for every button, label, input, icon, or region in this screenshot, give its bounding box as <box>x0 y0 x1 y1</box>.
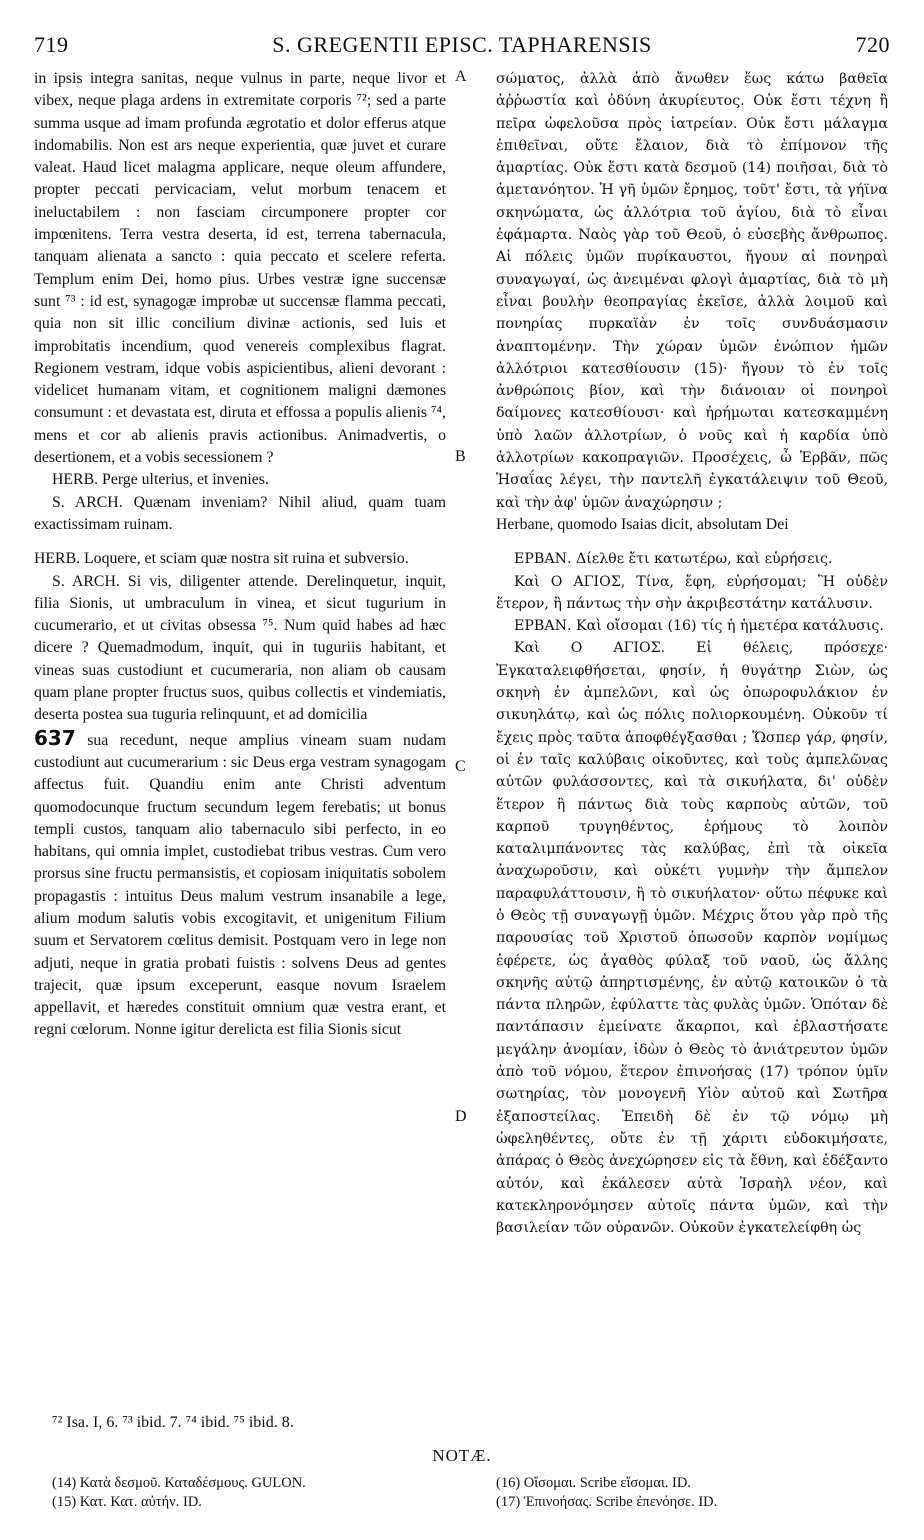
notes-left <box>52 1474 452 1512</box>
latin-herb-2: HERB. Loquere, et sciam quæ nostra sit ruina et subversio. <box>34 550 409 568</box>
margin-letter-c: C <box>455 758 466 775</box>
latin-herb-1: HERB. Perge ulterius, et invenies. <box>52 471 269 489</box>
latin-column <box>34 68 446 1042</box>
running-title: S. GREGENTII EPISC. TAPHARENSIS <box>272 32 652 57</box>
greek-herb-1: ΕΡΒΑΝ. Δίελθε ἔτι κατωτέρω, καὶ εὑρήσεις. <box>514 551 833 568</box>
page-number-left: 719 <box>34 32 69 57</box>
greek-herb-2: ΕΡΒΑΝ. Καὶ οἴσομαι (16) τίς ἡ ἡμετέρα κατάλυσις. <box>514 618 884 635</box>
latin-arch-1: S. ARCH. Quænam inveniam? Nihil aliud, quam tuam exactissimam ruinam. <box>34 493 446 533</box>
margin-letter-a: A <box>455 68 467 85</box>
column-number: 637 <box>34 725 76 750</box>
note-16: (16) Οἴσομαι. Scribe εἴσομαι. ID. <box>496 1475 691 1491</box>
latin-arch-2: S. ARCH. Si vis, diligenter attende. Derelinquetur, inquit, filia Sionis, ut umbraculum in vinea, et sicut tugurium in cucumerario, et ut civitas obsessa ⁷⁵. Num quid habes ad hæc dicere ? Quemadmodum, inquit, qui in tuguriis habitant, et vineas suas custodiunt et cucumeraria, non aliam ob causam quam plane propter fructus suos, quibus collectis et vindemiatis, deserta postea sua tuguria relinquunt, et ad domicilia <box>34 572 446 724</box>
margin-letter-d: D <box>455 1108 467 1125</box>
latin-paragraph-1: in ipsis integra sanitas, neque vulnus in parte, neque livor et vibex, neque plaga ardens in extremitate corporis ⁷²; sed a parte summa usque ad imam profunda ægrotatio et dolor efferus atque indomabilis. Non est ars neque experientia, quæ juvet et curare valeat. Haud licet malagma applicare, neque oleum affundere, propter peccati pervicaciam, velut morbum tenacem et ineluctabilem : non fasciam circumponere propter cor impœnitens. Terra vestra deserta, id est, terrena tabernacula, tanquam alienata a sancto : quia peccato et scelere referta. Templum enim Dei, homo pius. Urbes vestræ igne succensæ sunt ⁷³ : id est, synagogæ improbæ ut succensæ flamma peccati, quia non sit illic concilium divinæ actionis, sed luis et improbitatis incendium, quod venereis complexibus flagrat. Regionem vestram, idque vobis aspicientibus, alieni devorant : videlicet humanam vitam, et cognitionem maligni dæmones consumunt : et devastata est, diruta et effossa a populis alienis ⁷⁴, mens et cor ab alienis pravis actionibus. Animadvertis, o desertionem, et a vobis secessionem ? <box>34 70 446 467</box>
greek-arch-1: Καὶ Ο ΑΓΙΟΣ, Τίνα, ἔφη, εὑρήσομαι; Ἢ οὐδὲν ἕτερον, ἢ πάντως τὴν σὴν ἀκριβεστάτην κατάλυσιν. <box>496 573 888 612</box>
notae-title: NOTÆ. <box>432 1446 492 1465</box>
note-14: (14) Κατὰ δεσμοῦ. Καταδέσμους. GULON. <box>52 1475 306 1491</box>
greek-arch-2: Καὶ Ο ΑΓΙΟΣ. Εἰ θέλεις, πρόσεχε· Ἐγκαταλειφθήσεται, φησίν, ἡ θυγάτηρ Σιὼν, ὡς σκηνὴ ἐν ἀμπελῶνι, καὶ ὡς ὀπωροφυλάκιον ἐν σικυηλάτῳ, καὶ ὡς πόλις πολιορκουμένη. Οὐκοῦν τί ἔχεις πρὸς ταῦτα ἀποφθέγξασθαι ; Ὥσπερ γάρ, φησίν, οἱ ἐν ταῖς καλύβαις οἰκοῦντες, καὶ τοὺς ἀμπελῶνας αὐτῶν φυλάσσοντες, καὶ τὰ σικυήλατα, δι' οὐδὲν ἕτερον ἢ πάντως διὰ τοὺς καρποὺς αὐτῶν, τοῦ καρποῦ τρυγηθέντος, ἐρήμους τὸ λοιπὸν καταλιμπάνοντες τὰς καλύβας, ἐπὶ τὰ οἰκεῖα ἀναχωροῦσιν, καὶ οὐκέτι γυμνὴν τὴν ἄμπελον παραφυλάττουσιν, ἢ τὸ σικυήλατον· οὕτω πέφυκε καὶ ὁ Θεὸς τῇ συναγωγῇ ὑμῶν. Μέχρις ὅτου γὰρ πρὸ τῆς παρουσίας τοῦ Χριστοῦ ὁπωσοῦν καρπὸν νομίμως ἐφέρετε, ὡς ἀγαθὸς φύλαξ τοῦ ναοῦ, ὡς ἄλλης σκηνῆς αὐτῷ ἀπηρτισμένης, ἐν αὐτῷ κατοικῶν ὁ τὰ πάντα πληρῶν, ἐφύλαττε τὰς φυλὰς ὑμῶν. Ὁπόταν δὲ παντάπασιν ἐμείνατε ἄκαρποι, καὶ ἐβλαστήσατε μεγάλην ἀνομίαν, ἰδὼν ὁ Θεὸς τὸ ἀνιάτρευτον ὑμῶν ἀπὸ τοῦ νόμου, ἕτερον ἐπινοήσας (17) τρόπον ὑμῖν σωτηρίας, τὸν μονογενῆ Υἱὸν αὐτοῦ καὶ Σωτῆρα ἐξαποστείλας. Ἐπειδὴ δὲ ἐν τῷ νόμῳ μὴ ὠφεληθέντες, οὔτε ἐν τῇ χάριτι εὐδοκιμήσατε, ἀπάρας ὁ Θεὸς ἀνεχώρησεν εἰς τὰ ἔθνη, καὶ ἐδέξαντο αὐτόν, καὶ ἐκάλεσεν αὐτὰ Ἰσραὴλ νέον, καὶ κατεκληρονόμησεν αὐτοῖς πάντα ὑμῶν, καὶ τὴν βασιλείαν τῶν οὐρανῶν. Οὐκοῦν ἐγκατελείφθη ὡς <box>496 640 888 1237</box>
page-number-right: 720 <box>855 32 890 57</box>
note-15: (15) Κατ. Κατ. αὐτήν. ID. <box>52 1494 202 1510</box>
greek-column <box>496 68 888 1239</box>
margin-letter-b: B <box>455 448 466 465</box>
notes-right <box>496 1474 886 1512</box>
page-header <box>34 32 890 62</box>
latin-arch-2-cont: sua recedunt, neque amplius vineam suam nudam custodiunt aut cucumerarium : sic Deus erga vestram synagogam affectus fuit. Quandiu enim ante Christi adventum quomodocunque fructum secundum legem ferebatis; ut bonus templi custos, tanquam alio tabernaculo sibi perfecto, in eo habitans, qui omnia implet, custodiebat tribus vestras. Cum vero prorsus sine fructu permansistis, et copiosam iniquitatis sobolem propagastis : intuitus Deus malum vestrum insanabile a lege, alium modum salutis vobis excogitavit, et unigenitum Filium suum et Servatorem cœlitus demisit. Postquam vero in lege non adjuti, neque in gratia probati fuistis : solvens Deus ad gentes trajecit, quæ ipsum exceperunt, easque novum Israelem appellavit, et hæredes constituit omnium quæ vestra erant, et regni cœlorum. Nonne igitur derelicta est filia Sionis sicut <box>34 731 447 1039</box>
note-17: (17) Ἐπινοήσας. Scribe ἐπενόησε. ID. <box>496 1494 718 1510</box>
latin-line-herbane: Herbane, quomodo Isaias dicit, absolutam Dei <box>496 515 789 533</box>
greek-paragraph-1: σώματος, ἀλλὰ ἀπὸ ἄνωθεν ἕως κάτω βαθεῖα ἀῤῥωστία καὶ ὀδύνη ἀκυρίευτος. Οὐκ ἔστι τέχνη ἢ πεῖρα ὠφελοῦσα πρὸς ἰατρείαν. Οὐκ ἔστι μάλαγμα ἐπιθεῖναι, οὔτε ἔλαιον, διὰ τὸ ἐπίμονον τῆς ἁμαρτίας. Οὐκ ἔστι κατὰ δεσμοῦ (14) ποιῆσαι, διὰ τὸ ἀμετανόητον. Ἡ γῆ ὑμῶν ἔρημος, τοῦτ' ἔστι, τὰ γήϊνα σκηνώματα, ὡς ἀλλότρια τοῦ ἁγίου, διὰ τὸ εἶναι ἐφάμαρτα. Ναὸς γὰρ τοῦ Θεοῦ, ὁ εὐσεβὴς ἄνθρωπος. Αἱ πόλεις ὑμῶν πυρίκαυστοι, ἤγουν αἱ πονηραὶ συναγωγαί, ὡς ἀνειμέναι φλογὶ ἁμαρτίας, διὰ τὸ μὴ εἶναι βουλὴν θεοπραγίας ἐκεῖσε, ἀλλὰ λοιμοῦ καὶ πονηρίας πυρκαϊὰν ἐν τοῖς συνδυάσμασιν ἀναπτομένην. Τὴν χώραν ὑμῶν ἐνώπιον ἡμῶν ἀλλότριοι κατεσθίουσιν (15)· ἤγουν τὸ ἐν τοῖς ἀνθρώποις βίον, καὶ τὴν διάνοιαν οἱ πονηροὶ δαίμονες κατεσθίουσι· καὶ ἠρήμωται κατεσκαμμένη ὑπὸ λαῶν ἀλλοτρίων, ὁ νοῦς καὶ ἡ καρδία ὑπὸ ἀλλοτρίων κακοπραγιῶν. Προσέχεις, ὦ Ἐρβᾶν, πῶς Ἡσαΐας λέγει, τὴν παντελῆ ἐγκατάλειψιν τοῦ Θεοῦ, καὶ τὴν ἀφ' ὑμῶν ἀναχώρησιν ; <box>496 71 888 511</box>
footnote-references: ⁷² Isa. I, 6. ⁷³ ibid. 7. ⁷⁴ ibid. ⁷⁵ ibid. 8. <box>52 1414 294 1431</box>
